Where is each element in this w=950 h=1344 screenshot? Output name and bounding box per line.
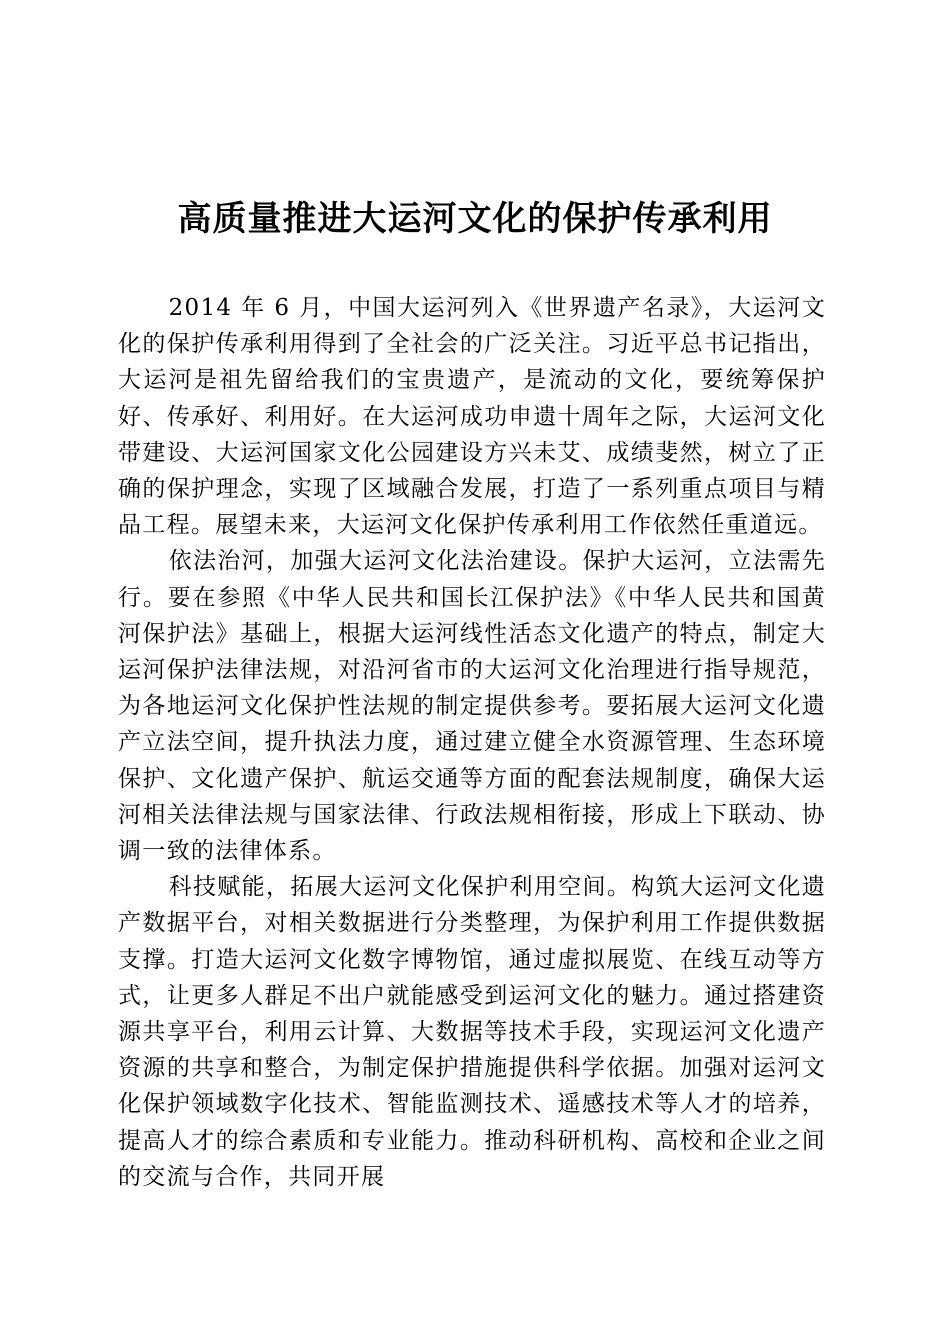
document-title: 高质量推进大运河文化的保护传承利用 xyxy=(177,199,773,239)
paragraph-rule-of-law: 依法治河，加强大运河文化法治建设。保护大运河，立法需先行。要在参照《中华人民共和国长江保护法》《中华人民共和国黄河保护法》基础上，根据大运河线性活态文化遗产的特点，制定大运河保护法律法规，对沿河省市的大运河文化治理进行指导规范，为各地运河文化保护性法规的制定提供参考。要拓展大运河文化遗产立法空间，提升执法力度，通过建立健全水资源管理、生态环境保护、文化遗产保护、航运交通等方面的配套法规制度，确保大运河相关法律法规与国家法律、行政法规相衔接，形成上下联动、协调一致的法律体系。 xyxy=(118,548,826,865)
paragraph-technology: 科技赋能，拓展大运河文化保护利用空间。构筑大运河文化遗产数据平台，对相关数据进行分类整理，为保护利用工作提供数据支撑。打造大运河文化数字博物馆，通过虚拟展览、在线互动等方式，让更多人群足不出户就能感受到运河文化的魅力。通过搭建资源共享平台，利用云计算、大数据等技术手段，实现运河文化遗产资源的共享和整合，为制定保护措施提供科学依据。加强对运河文化保护领域数字化技术、智能监测技术、遥感技术等人才的培养，提高人才的综合素质和专业能力。推动科研机构、高校和企业之间的交流与合作，共同开展 xyxy=(118,874,826,1190)
document-body xyxy=(118,290,826,1195)
paragraph-intro: 2014 年 6 月，中国大运河列入《世界遗产名录》，大运河文化的保护传承利用得到了全社会的广泛关注。习近平总书记指出，大运河是祖先留给我们的宝贵遗产，是流动的文化，要统筹保护好、传承好、利用好。在大运河成功申遗十周年之际，大运河文化带建设、大运河国家文化公园建设方兴未艾、成绩斐然，树立了正确的保护理念，实现了区域融合发展，打造了一系列重点项目与精品工程。展望未来，大运河文化保护传承利用工作依然任重道远。 xyxy=(118,295,826,539)
